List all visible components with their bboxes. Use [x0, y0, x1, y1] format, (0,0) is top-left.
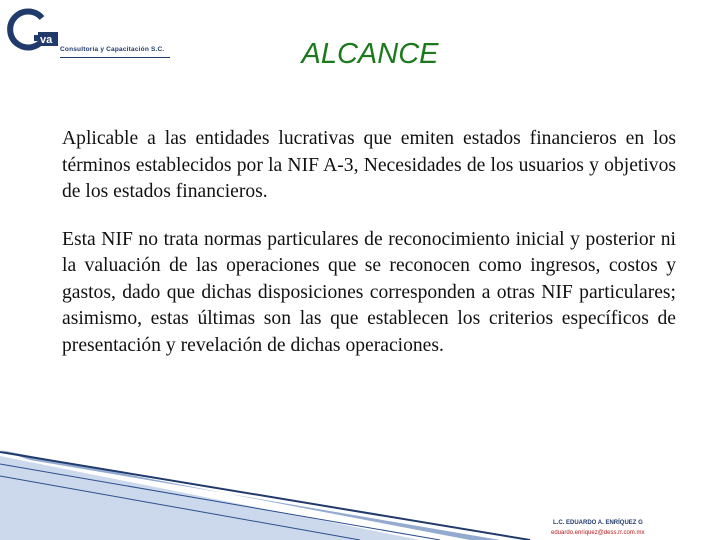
slide-title: ALCANCE: [301, 38, 439, 70]
logo-g-icon: [4, 6, 64, 56]
footer-author: L.C. EDUARDO A. ENRÍQUEZ G: [553, 520, 643, 526]
logo-letters: va: [40, 34, 53, 46]
paragraph-1: Aplicable a las entidades lucrativas que emiten estados financieros en los términos establecidos por la NIF A-3, Necesidades de los usuarios y objetivos de los estados financieros.: [62, 128, 676, 202]
company-logo: [4, 6, 174, 56]
footer-email: eduardo.enriquez@dess.rr.com.mx: [551, 530, 645, 536]
slide-body: [62, 126, 676, 380]
paragraph-2: Esta NIF no trata normas particulares de reconocimiento inicial y posterior ni la valuación de las operaciones que se reconocen como ingresos, costos y gastos, dado que dichas disposiciones corresponden a otras NIF particulares; asimismo, estas últimas son las que establecen los criterios específicos de presentación y revelación de dichas operaciones.: [62, 228, 676, 356]
corner-swoosh-decoration: [0, 450, 560, 540]
logo-tagline: Consultoría y Capacitación S.C.: [60, 46, 165, 53]
logo-divider: [60, 57, 170, 58]
